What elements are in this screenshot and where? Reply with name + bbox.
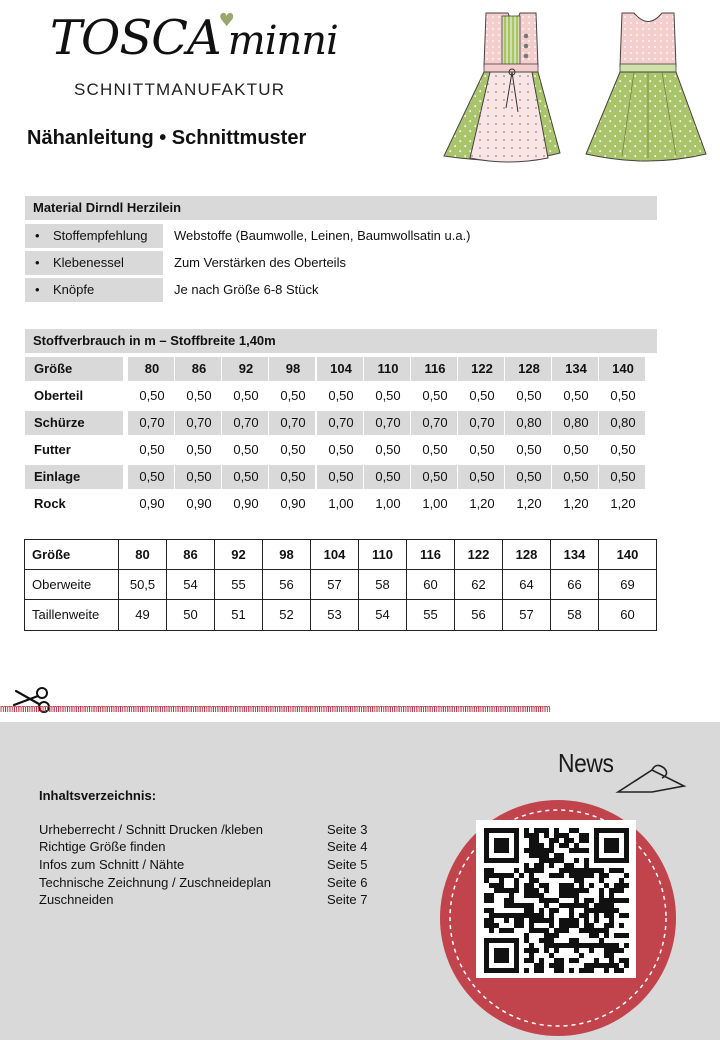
- table-cell: 58: [551, 600, 599, 630]
- table-cell: 0,50: [328, 388, 354, 403]
- measurement-row: [25, 600, 656, 630]
- table-cell: 0,50: [469, 442, 495, 457]
- size-header: 104: [311, 540, 359, 570]
- dress-back: [586, 13, 706, 161]
- table-cell: 0,50: [516, 388, 542, 403]
- dirndl-illustration: [436, 8, 720, 170]
- table-cell: 0,50: [280, 469, 306, 484]
- table-cell: 0,50: [375, 442, 401, 457]
- row-label: Größe: [34, 361, 73, 376]
- table-cell: 0,70: [328, 415, 354, 430]
- table-cell: 0,50: [563, 388, 589, 403]
- row-divider: [25, 599, 656, 600]
- table-cell: 53: [311, 600, 359, 630]
- table-cell: 0,50: [233, 469, 259, 484]
- cut-line-pattern: mmmmmmmmmmmmmmmmmmmmmmmmmmmmmmmmmmmmmmmmmmmmmmmmmmmmmmmmmmmmmmmmmmmmmmmmmmmmmmmmmmmmmmmmmmmmmmmmmmmmmmmmmmmmmmmmmmmmmmmmmmmm: [0, 702, 549, 715]
- bullet: •: [35, 228, 40, 243]
- cut-line: [0, 699, 720, 715]
- table-cell: 0,50: [139, 469, 165, 484]
- size-header: 86: [167, 540, 215, 570]
- table-cell: 0,70: [233, 415, 259, 430]
- toc-item: Richtige Größe finden: [39, 839, 166, 854]
- size-header: 134: [565, 361, 587, 376]
- material-row: [25, 224, 657, 248]
- table-cell: 0,50: [469, 469, 495, 484]
- toc-page: Seite 3: [327, 822, 368, 837]
- table-cell: 51: [215, 600, 263, 630]
- size-header: 140: [612, 361, 634, 376]
- table-cell: 1,20: [563, 496, 589, 511]
- row-label: Oberweite: [25, 570, 119, 600]
- toc-item: Urheberrecht / Schnitt Drucken /kleben: [39, 822, 263, 837]
- table-cell: 0,90: [233, 496, 259, 511]
- table-cell: 1,20: [516, 496, 542, 511]
- size-header: 92: [238, 361, 254, 376]
- table-cell: 0,50: [610, 442, 636, 457]
- size-header: 116: [424, 361, 446, 376]
- table-cell: 0,70: [375, 415, 401, 430]
- table-cell: 0,50: [375, 469, 401, 484]
- table-cell: 0,70: [139, 415, 165, 430]
- logo-subtitle: SCHNITTMANUFAKTUR: [74, 80, 286, 99]
- size-header: 98: [263, 540, 311, 570]
- table-cell: 64: [503, 570, 551, 600]
- table-cell: 50: [167, 600, 215, 630]
- toc-item: Zuschneiden: [39, 892, 114, 907]
- measurement-header-row: [25, 540, 656, 570]
- fabric-row: [25, 411, 657, 435]
- material-row: [25, 251, 657, 275]
- table-cell: 0,50: [186, 469, 212, 484]
- table-cell: 0,50: [563, 469, 589, 484]
- dress-front: [444, 13, 560, 162]
- material-row: [25, 278, 657, 302]
- table-cell: 0,50: [280, 388, 306, 403]
- material-value: Je nach Größe 6-8 Stück: [174, 282, 319, 297]
- toc-page: Seite 6: [327, 875, 368, 890]
- table-cell: 0,90: [186, 496, 212, 511]
- table-cell: 0,50: [422, 388, 448, 403]
- table-cell: 0,70: [186, 415, 212, 430]
- table-cell: 0,80: [610, 415, 636, 430]
- table-cell: 0,70: [422, 415, 448, 430]
- table-cell: 0,50: [186, 442, 212, 457]
- toc-page: Seite 4: [327, 839, 368, 854]
- table-cell: 0,50: [469, 388, 495, 403]
- material-value: Webstoffe (Baumwolle, Leinen, Baumwollsatin u.a.): [174, 228, 471, 243]
- table-cell: 0,50: [422, 442, 448, 457]
- table-cell: 56: [263, 570, 311, 600]
- table-cell: 52: [263, 600, 311, 630]
- table-cell: 1,00: [328, 496, 354, 511]
- table-cell: 57: [503, 600, 551, 630]
- logo-accent-text: minni: [227, 18, 338, 64]
- size-header: 122: [471, 361, 493, 376]
- table-cell: 0,50: [563, 442, 589, 457]
- table-cell: 0,50: [610, 469, 636, 484]
- toc-item: Infos zum Schnitt / Nähte: [39, 857, 185, 872]
- size-header: 122: [455, 540, 503, 570]
- size-header: 110: [359, 540, 407, 570]
- table-cell: 55: [407, 600, 455, 630]
- measurement-row: [25, 570, 656, 600]
- size-header: 110: [377, 361, 399, 376]
- fabric-row: [25, 465, 657, 489]
- table-cell: 0,50: [422, 469, 448, 484]
- table-cell: 0,50: [139, 442, 165, 457]
- table-cell: 1,00: [422, 496, 448, 511]
- table-cell: 50,5: [119, 570, 167, 600]
- fabric-title: Stoffverbrauch in m – Stoffbreite 1,40m: [25, 329, 657, 353]
- size-header: 140: [616, 547, 639, 562]
- table-cell: 62: [455, 570, 503, 600]
- table-cell: 66: [551, 570, 599, 600]
- table-cell: 1,20: [469, 496, 495, 511]
- table-cell: 54: [167, 570, 215, 600]
- table-cell: 0,50: [186, 388, 212, 403]
- qr-badge: [440, 800, 676, 1036]
- size-header: 134: [551, 540, 599, 570]
- table-cell: 1,20: [610, 496, 636, 511]
- table-cell: 0,80: [563, 415, 589, 430]
- toc-title: Inhaltsverzeichnis:: [39, 788, 157, 803]
- size-header: 98: [285, 361, 301, 376]
- heart-icon: ♥: [218, 10, 234, 31]
- fabric-row: [25, 438, 657, 462]
- size-header: 128: [518, 361, 540, 376]
- toc-item: Technische Zeichnung / Zuschneideplan: [39, 875, 271, 890]
- hanger-icon: [612, 764, 692, 798]
- toc-page: Seite 5: [327, 857, 368, 872]
- size-header: 86: [191, 361, 207, 376]
- size-header: 104: [330, 361, 352, 376]
- row-divider: [25, 569, 656, 570]
- brand-logo: [50, 10, 338, 66]
- fabric-row: [25, 492, 657, 516]
- material-label: Knöpfe: [53, 282, 95, 297]
- size-header: 128: [503, 540, 551, 570]
- row-label: Schürze: [34, 415, 85, 430]
- bullet: •: [35, 282, 40, 297]
- row-label: Futter: [34, 442, 71, 457]
- fabric-row: [25, 384, 657, 408]
- table-cell: 54: [359, 600, 407, 630]
- row-label: Taillenweite: [25, 600, 119, 630]
- measurement-table: [24, 539, 657, 631]
- table-cell: 0,90: [139, 496, 165, 511]
- table-cell: 0,50: [516, 442, 542, 457]
- table-cell: 0,50: [328, 442, 354, 457]
- material-label: Klebenessel: [53, 255, 124, 270]
- material-title: Material Dirndl Herzilein: [25, 196, 657, 220]
- table-cell: 0,50: [139, 388, 165, 403]
- material-label: Stoffempfehlung: [53, 228, 148, 243]
- page-title: Nähanleitung • Schnittmuster: [27, 127, 307, 149]
- table-cell: 0,50: [328, 469, 354, 484]
- table-cell: 0,50: [280, 442, 306, 457]
- table-cell: 55: [215, 570, 263, 600]
- row-label: Einlage: [34, 469, 81, 484]
- logo-text: TOSCA: [50, 10, 221, 66]
- table-cell: 0,90: [280, 496, 306, 511]
- table-cell: 69: [620, 577, 635, 592]
- table-cell: 1,00: [375, 496, 401, 511]
- table-cell: 0,50: [610, 388, 636, 403]
- size-header: 116: [407, 540, 455, 570]
- size-header: 80: [144, 361, 160, 376]
- table-cell: 60: [620, 607, 635, 622]
- size-header: 92: [215, 540, 263, 570]
- row-label: Rock: [34, 496, 66, 511]
- table-cell: 56: [455, 600, 503, 630]
- table-cell: 57: [311, 570, 359, 600]
- toc-page: Seite 7: [327, 892, 368, 907]
- news-label: News: [558, 748, 614, 778]
- row-label: Größe: [25, 540, 119, 570]
- table-cell: 0,50: [233, 442, 259, 457]
- table-cell: 58: [359, 570, 407, 600]
- table-cell: 0,50: [516, 469, 542, 484]
- material-value: Zum Verstärken des Oberteils: [174, 255, 346, 270]
- bullet: •: [35, 255, 40, 270]
- table-cell: 0,70: [280, 415, 306, 430]
- size-header: 80: [119, 540, 167, 570]
- table-cell: 49: [119, 600, 167, 630]
- row-label: Oberteil: [34, 388, 84, 403]
- table-cell: 0,70: [469, 415, 495, 430]
- table-cell: 0,50: [375, 388, 401, 403]
- table-cell: 60: [407, 570, 455, 600]
- fabric-header-row: [25, 357, 657, 381]
- table-cell: 0,80: [516, 415, 542, 430]
- table-cell: 0,50: [233, 388, 259, 403]
